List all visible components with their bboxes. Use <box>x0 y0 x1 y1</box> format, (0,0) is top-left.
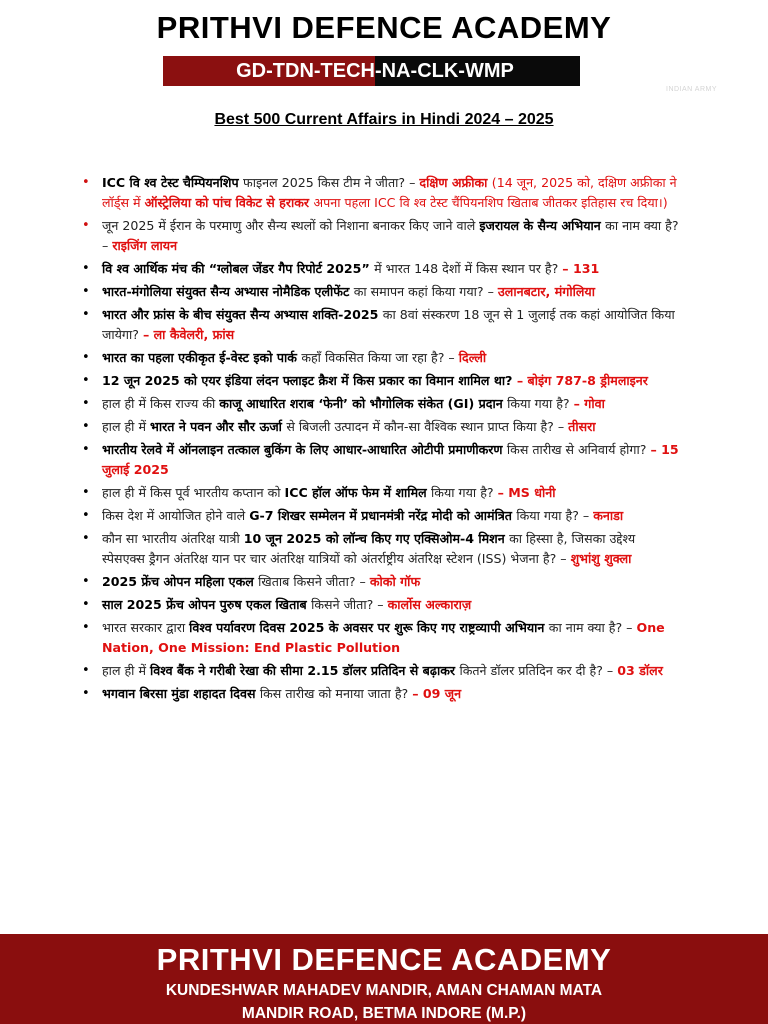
question-text: किया गया है? <box>507 396 574 411</box>
exam-codes-left: GD-TDN-TECH <box>163 56 375 86</box>
question-text: भारत सरकार द्वारा <box>102 620 190 635</box>
question-text: भारतीय रेलवे में ऑनलाइन तत्काल बुकिंग के लिए आधार-आधारित ओटीपी प्रमाणीकरण <box>102 442 507 457</box>
bullet-icon: • <box>82 686 90 701</box>
bullet-icon: • <box>82 175 90 190</box>
question-text: हाल ही में <box>102 663 150 678</box>
question-text: हाल ही में किस राज्य की <box>102 396 220 411</box>
question-item <box>82 282 682 302</box>
bullet-icon: • <box>82 597 90 612</box>
answer-text: अपना पहला ICC वि श्व टेस्ट चैंपियनशिप खिताब जीतकर इतिहास रच दिया।) <box>313 195 668 210</box>
answer-text: – गोवा <box>573 396 605 411</box>
question-text: कितने डॉलर प्रतिदिन कर दी है? – <box>459 663 618 678</box>
question-text: 2025 फ्रेंच ओपन महिला एकल <box>102 574 259 589</box>
question-text: विश्व पर्यावरण दिवस 2025 के अवसर पर शुरू किए गए राष्ट्रव्यापी अभियान <box>189 620 549 635</box>
question-text: का नाम क्या है? – <box>548 620 637 635</box>
question-item <box>82 661 682 681</box>
question-item <box>82 572 682 592</box>
question-list <box>82 173 682 707</box>
question-text: में भारत 148 देशों में किस स्थान पर है? <box>374 261 563 276</box>
question-text: वि श्व आर्थिक मंच की “ग्लोबल जेंडर गैप रिपोर्ट 2025” <box>102 261 375 276</box>
question-text: 12 जून 2025 को एयर इंडिया लंदन फ्लाइट क्रैश में किस प्रकार का विमान शामिल था? <box>102 373 517 388</box>
question-text: भारत का पहला एकीकृत ई-वेस्ट इको पार्क <box>102 350 302 365</box>
question-text: किसने जीता? – <box>311 597 388 612</box>
question-text: भगवान बिरसा मुंडा शहादत दिवस <box>102 686 260 701</box>
bullet-icon: • <box>82 508 90 523</box>
bullet-icon: • <box>82 531 90 546</box>
answer-text: शुभांशु शुक्ला <box>570 551 632 566</box>
bullet-icon: • <box>82 419 90 434</box>
bullet-icon: • <box>82 373 90 388</box>
question-item <box>82 483 682 503</box>
bullet-icon: • <box>82 350 90 365</box>
answer-text: 03 डॉलर <box>617 663 663 678</box>
question-text: का हिस्सा है, जिसका उद्देश्य स्पेसएक्स ड्रैगन अंतरिक्ष यान पर चार अंतरिक्ष यात्रियों को अंतर्राष्ट्रीय अंतरिक्ष स्टेशन (ISS) भेजना है? – <box>102 531 636 566</box>
bullet-icon: • <box>82 218 90 233</box>
answer-text: – ला कैवेलरी, फ्रांस <box>142 327 235 342</box>
question-text: से बिजली उत्पादन में कौन-सा वैश्विक स्थान प्राप्त किया है? – <box>286 419 569 434</box>
question-item <box>82 440 682 480</box>
bullet-icon: • <box>82 284 90 299</box>
question-text: हाल ही में <box>102 419 150 434</box>
answer-text: – बोइंग 787-8 ड्रीमलाइनर <box>516 373 648 388</box>
footer-title: PRITHVI DEFENCE ACADEMY <box>156 942 612 977</box>
question-item <box>82 348 682 368</box>
question-item <box>82 173 682 213</box>
bullet-icon: • <box>82 442 90 457</box>
question-text: भारत-मंगोलिया संयुक्त सैन्य अभ्यास नोमैडिक एलीफेंट <box>102 284 354 299</box>
question-text: भारत और फ्रांस के बीच संयुक्त सैन्य अभ्यास शक्ति-2025 <box>102 307 383 322</box>
bullet-icon: • <box>82 620 90 635</box>
question-text: का नाम क्या है? – <box>102 218 679 253</box>
page-title: PRITHVI DEFENCE ACADEMY <box>156 10 612 45</box>
bullet-icon: • <box>82 261 90 276</box>
question-text: ICC हॉल ऑफ फेम में शामिल <box>284 485 432 500</box>
answer-text: उलानबटार, मंगोलिया <box>497 284 595 299</box>
question-text: 10 जून 2025 को लॉन्च किए गए एक्सिओम-4 मिशन <box>243 531 510 546</box>
answer-text: कनाडा <box>593 508 624 523</box>
bullet-icon: • <box>82 396 90 411</box>
question-text: खिताब किसने जीता? – <box>258 574 370 589</box>
answer-text: – 15 जुलाई 2025 <box>102 442 679 477</box>
question-text: जून 2025 में ईरान के परमाणु और सैन्य स्थलों को निशाना बनाकर किए जाने वाले <box>102 218 480 233</box>
answer-text: – 131 <box>562 261 600 276</box>
bullet-icon: • <box>82 485 90 500</box>
answer-text: – MS धोनी <box>497 485 556 500</box>
question-text: का समापन कहां किया गया? – <box>353 284 498 299</box>
answer-text: कार्लोस अल्काराज़ <box>387 597 472 612</box>
exam-codes-banner <box>163 56 580 86</box>
answer-text: राइजिंग लायन <box>112 238 178 253</box>
bullet-icon: • <box>82 307 90 322</box>
question-text: G-7 शिखर सम्मेलन में प्रधानमंत्री नरेंद्र मोदी को आमंत्रित <box>249 508 517 523</box>
question-item <box>82 371 682 391</box>
exam-codes-right: -NA-CLK-WMP <box>375 56 580 86</box>
question-item <box>82 529 682 569</box>
question-item <box>82 684 682 704</box>
question-text: किया गया है? <box>431 485 498 500</box>
question-item <box>82 417 682 437</box>
question-text: इजरायल के सैन्य अभियान <box>479 218 606 233</box>
question-text: काजू आधारित शराब ‘फेनी’ को भौगोलिक संकेत (GI) प्रदान <box>219 396 508 411</box>
question-text: किस देश में आयोजित होने वाले <box>102 508 250 523</box>
question-item <box>82 506 682 526</box>
answer-text: दिल्ली <box>458 350 487 365</box>
question-item <box>82 618 682 658</box>
answer-text: (14 जून, 2025 को, दक्षिण अफ्रीका ने लॉर्ड्स में <box>102 175 677 210</box>
question-text: फाइनल 2025 किस टीम ने जीता? – <box>243 175 420 190</box>
question-text: किस तारीख को मनाया जाता है? <box>259 686 413 701</box>
question-text: का 8वां संस्करण 18 जून से 1 जुलाई तक कहां आयोजित किया जायेगा? <box>102 307 675 342</box>
answer-text: – 09 जून <box>412 686 462 701</box>
question-text: भारत ने पवन और सौर ऊर्जा <box>149 419 287 434</box>
answer-text: One Nation, One Mission: End Plastic Pollution <box>102 620 665 655</box>
answer-text: कोको गॉफ <box>369 574 421 589</box>
bullet-icon: • <box>82 574 90 589</box>
question-item <box>82 259 682 279</box>
answer-text: तीसरा <box>568 419 596 434</box>
document-title: Best 500 Current Affairs in Hindi 2024 – 2025 <box>214 111 554 128</box>
question-text: ICC वि श्व टेस्ट चैम्पियनशिप <box>102 175 244 190</box>
question-text: हाल ही में किस पूर्व भारतीय कप्तान को <box>102 485 285 500</box>
question-text: कहाँ विकसित किया जा रहा है? – <box>301 350 459 365</box>
footer-address-line-1: KUNDESHWAR MAHADEV MANDIR, AMAN CHAMAN MATA <box>165 982 603 999</box>
bullet-icon: • <box>82 663 90 678</box>
answer-text: ऑस्ट्रेलिया को पांच विकेट से हराकर <box>144 195 314 210</box>
question-item <box>82 394 682 414</box>
question-text: साल 2025 फ्रेंच ओपन पुरुष एकल खिताब <box>102 597 312 612</box>
question-text: कौन सा भारतीय अंतरिक्ष यात्री <box>102 531 244 546</box>
question-item <box>82 216 682 256</box>
question-item <box>82 595 682 615</box>
footer-address-line-2: MANDIR ROAD, BETMA INDORE (M.P.) <box>241 1005 527 1022</box>
answer-text: दक्षिण अफ्रीका <box>419 175 492 190</box>
question-text: किस तारीख से अनिवार्य होगा? <box>506 442 651 457</box>
footer-banner <box>0 934 768 1024</box>
question-text: विश्व बैंक ने गरीबी रेखा की सीमा 2.15 डॉलर प्रतिदिन से बढ़ाकर <box>149 663 460 678</box>
question-text: किया गया है? – <box>516 508 594 523</box>
question-item <box>82 305 682 345</box>
watermark: INDIAN ARMY <box>666 86 718 93</box>
